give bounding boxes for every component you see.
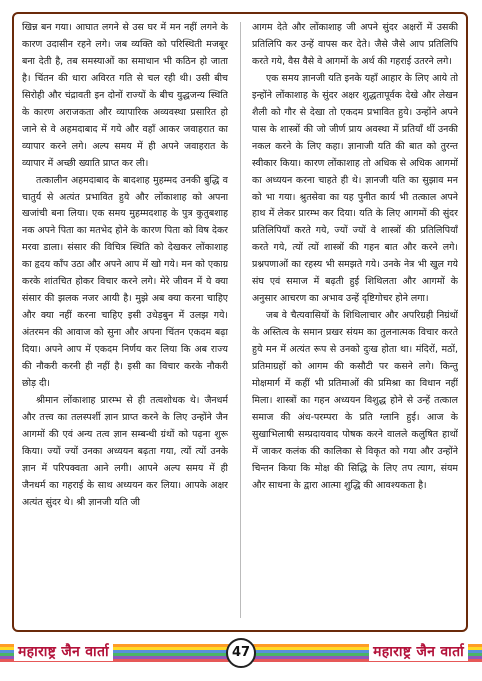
page-number: 47 bbox=[226, 638, 256, 668]
right-paragraph-2: एक समय ज्ञानजी यति इनके यहाँ आहार के लिए आये तो इन्होंने लोंकाशाह के सुंदर अक्षर शुद्धतापूर्वक देखे और लेखन शैली को गौर से देखा तो एकदम प्रभावित हुये। उन्होंने अपने पास के शास्त्रों की जो जीर्ण प्राय अवस्था में प्रतियाँ थीं उनकी नकल करने के लिए कहा। ज्ञानाजी यति की बात को तुरन्त स्वीकार किया। कारण लोंकाशाह तो अधिक से अधिक आगमों का अध्ययन करना चाहते ही थे। ज्ञानजी यति का सुझाव मन को भा गया। श्रुतसेवा का यह पुनीत कार्य भी तत्काल अपने हाथ में लेकर प्रारम्भ कर दिया। यति के लिए आगमों की सुंदर प्रतिलिपियाँ करते गये, ज्यों ज्यों वे शास्त्रों की प्रतिलिपियाँ करते गये, त्यों त्यों शास्त्रों की गहन बात और करने लगे। प्रश्नपणाओं का रहस्य भी समझते गये। उनके नेत्र भी खुल गये संघ एवं समाज में बढ़ती हुई शिथिलता और आगमों के अनुसार आचरण का अभाव उन्हें दृष्टिगोचर होने लगा। bbox=[252, 72, 458, 305]
footer-magazine-title-right: महाराष्ट्र जैन वार्ता bbox=[369, 642, 468, 661]
page-footer bbox=[0, 638, 482, 676]
right-text-column bbox=[252, 20, 458, 620]
column-divider bbox=[240, 22, 241, 618]
footer-magazine-title-left: महाराष्ट्र जैन वार्ता bbox=[14, 642, 113, 661]
left-paragraph-2: तत्कालीन अहमदाबाद के बादशाह मुहम्मद उनकी बुद्धि व चातुर्य से अत्यंत प्रभावित हुये और लोंकाशाह को अपना खजांची बना लिया। एक समय मुहम्मदशाह के पुत्र कुतुबशाह नक अपने पिता का मतभेद होने के कारण पिता को विष देकर मरवा डाला। संसार की विचित्र स्थिति को देखकर लोंकाशाह का हृदय काँप उठा और अपने आप में खो गये। मन को एकाग्र करके शांतचित होकर विचार करने लगे। मेरे जीवन में ये क्या संसार की झलक नजर आयी है। मुझे अब क्या करना चाहिए और क्या नहीं करना चाहिए इसी उधेड़बुन में उलझ गये। अंतरमन की आवाज को सुना और अपना चिंतन एकदम बढ़ा दिया। अपने आप में एकदम निर्णय कर लिया कि अब राज्य की नौकरी करनी ही नहीं है। इसी का विचार करके नौकरी छोड़ दी। bbox=[22, 174, 228, 390]
right-paragraph-3: जब वे चैत्यवासियों के शिथिलाचार और अपरिग्रही निग्रंथों के अस्तित्व के समान प्रखर संयम का तुलनात्मक विचार करते हुये मन में अत्यंत रूप से उनको दुःख होता था। मंदिरों, मठों, प्रतिमाग्रहों को आगम की कसौटी पर कसने लगे। किन्तु मोक्षमार्ग में कहीं भी प्रतिमाओं की प्रमिश्रा का विधान नहीं मिला। शास्त्रों का गहन अध्ययन विशुद्ध होने से उन्हें तत्काल समाज की अंध-परम्परा के प्रति ग्लानि हुई। आज के सुखाभिलाषी सम्प्रदायवाद पोषक करने वालले कलुषित हाथों में जाकर कलंक की कालिका से विकृत को गया और उन्होंने चिन्तन किया कि मोक्ष की सिद्धि के लिए तप त्याग, संयम और साधना के द्वारा आत्मा शुद्धि की आवश्यकता है। bbox=[252, 310, 458, 491]
left-paragraph-3: श्रीमान लोंकाशाह प्रारम्भ से ही तत्वशोधक थे। जैनधर्म और तत्त्व का तलस्पर्शी ज्ञान प्राप्त करने के लिए उन्होंने जैन आगमों की एवं अन्य तत्व ज्ञान सम्बन्धी ग्रंथों को पढ़ना शुरू किया। ज्यों ज्यों उनका अध्ययन बढ़ता गया, त्यों त्यों उनके ज्ञान में परिपक्वता आने लगी। आपने अल्प समय में ही जैनधर्म का गहराई के साथ अध्ययन कर लिया। आपके अक्षर अत्यंत सुंदर थे। श्री ज्ञानजी यति जी bbox=[22, 394, 228, 508]
left-text-column bbox=[22, 20, 228, 620]
left-paragraph-1: खिन्न बन गया। आघात लगने से उस घर में मन नहीं लगने के कारण उदासीन रहने लगे। जब व्यक्ति को परिस्थिती मजबूर बना देती है, तब समस्याओं का समाधान भी कठिन हो जाता है। चिंतन की धारा अविरत गति से चल रही थी। उसी बीच सिरोही और चंद्रावती इन दोनों राज्यों के बीच युद्धजन्य स्थिति के कारण अराजकता और व्यापारिक अव्यवस्था प्रसारित हो जाने से वे अहमदाबाद में गये और वहाँ आकर जवाहरात का व्यापार करने लगे। अल्प समय में ही अपने जवाहरात के व्यापार में अच्छी ख्याति प्राप्त कर ली। bbox=[22, 22, 228, 169]
right-paragraph-1: आगम देते और लोंकाशाह जी अपने सुंदर अक्षरों में उसकी प्रतिलिपि कर उन्हें वापस कर देते। जैसे जैसे आप प्रतिलिपि करते गये, वैस वैसे वे आगमों के अर्थ की गहराई उतरने लगे। bbox=[252, 22, 458, 67]
